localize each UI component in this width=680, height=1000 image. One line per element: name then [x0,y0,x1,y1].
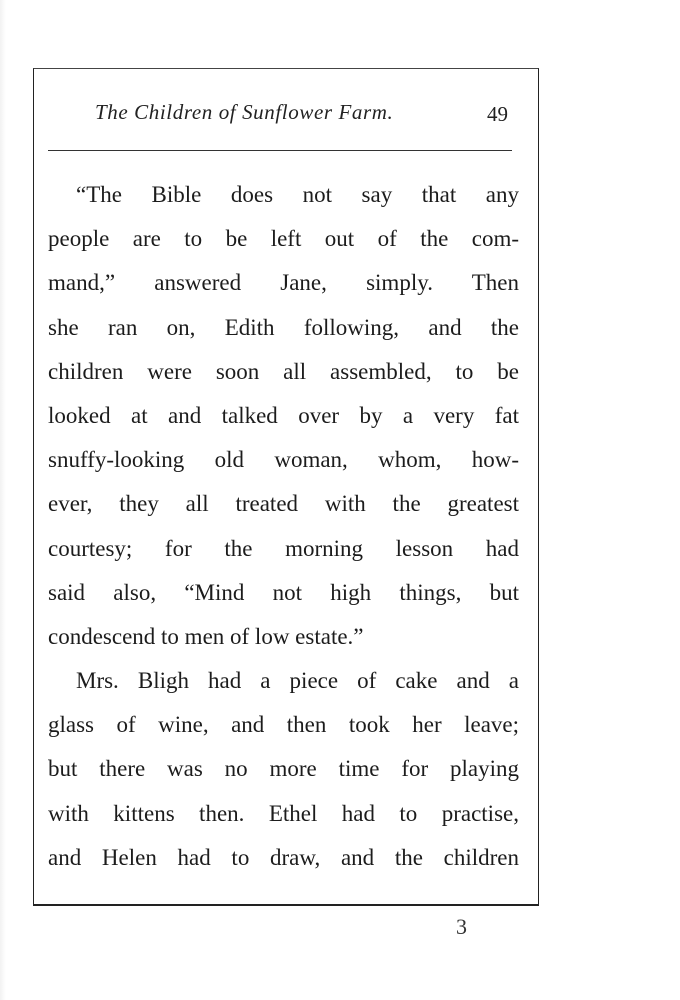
text-line: courtesy; for the morning lesson had [48,535,519,561]
scan-edge-shading [0,0,6,1000]
text-line: “The Bible does not say that any [76,182,519,207]
text-line: mand,” answered Jane, simply. Then [48,270,519,296]
signature-mark: 3 [456,914,467,939]
text-line: said also, “Mind not high things, but [48,579,519,605]
text-line: ever, they all treated with the greatest [48,491,519,517]
text-line: she ran on, Edith following, and the [48,314,519,340]
text-line: Mrs. Bligh had a piece of cake and a [76,668,519,694]
text-line: condescend to men of low estate.” [48,623,364,649]
running-header [0,100,520,134]
text-line: glass of wine, and then took her leave; [48,712,519,738]
header-rule [48,150,512,151]
text-line: people are to be left out of the com- [48,226,519,252]
text-line: but there was no more time for playing [48,756,519,782]
text-line: and Helen had to draw, and the children [48,844,519,870]
page-number: 49 [487,102,508,126]
text-line: looked at and talked over by a very fat [48,402,519,428]
text-line: children were soon all assembled, to be [48,358,519,384]
body-text [48,173,519,880]
text-line: with kittens then. Ethel had to practise, [48,800,519,826]
running-title: The Children of Sunflower Farm. [95,100,394,124]
text-line: snuffy-looking old woman, whom, how- [48,447,519,473]
